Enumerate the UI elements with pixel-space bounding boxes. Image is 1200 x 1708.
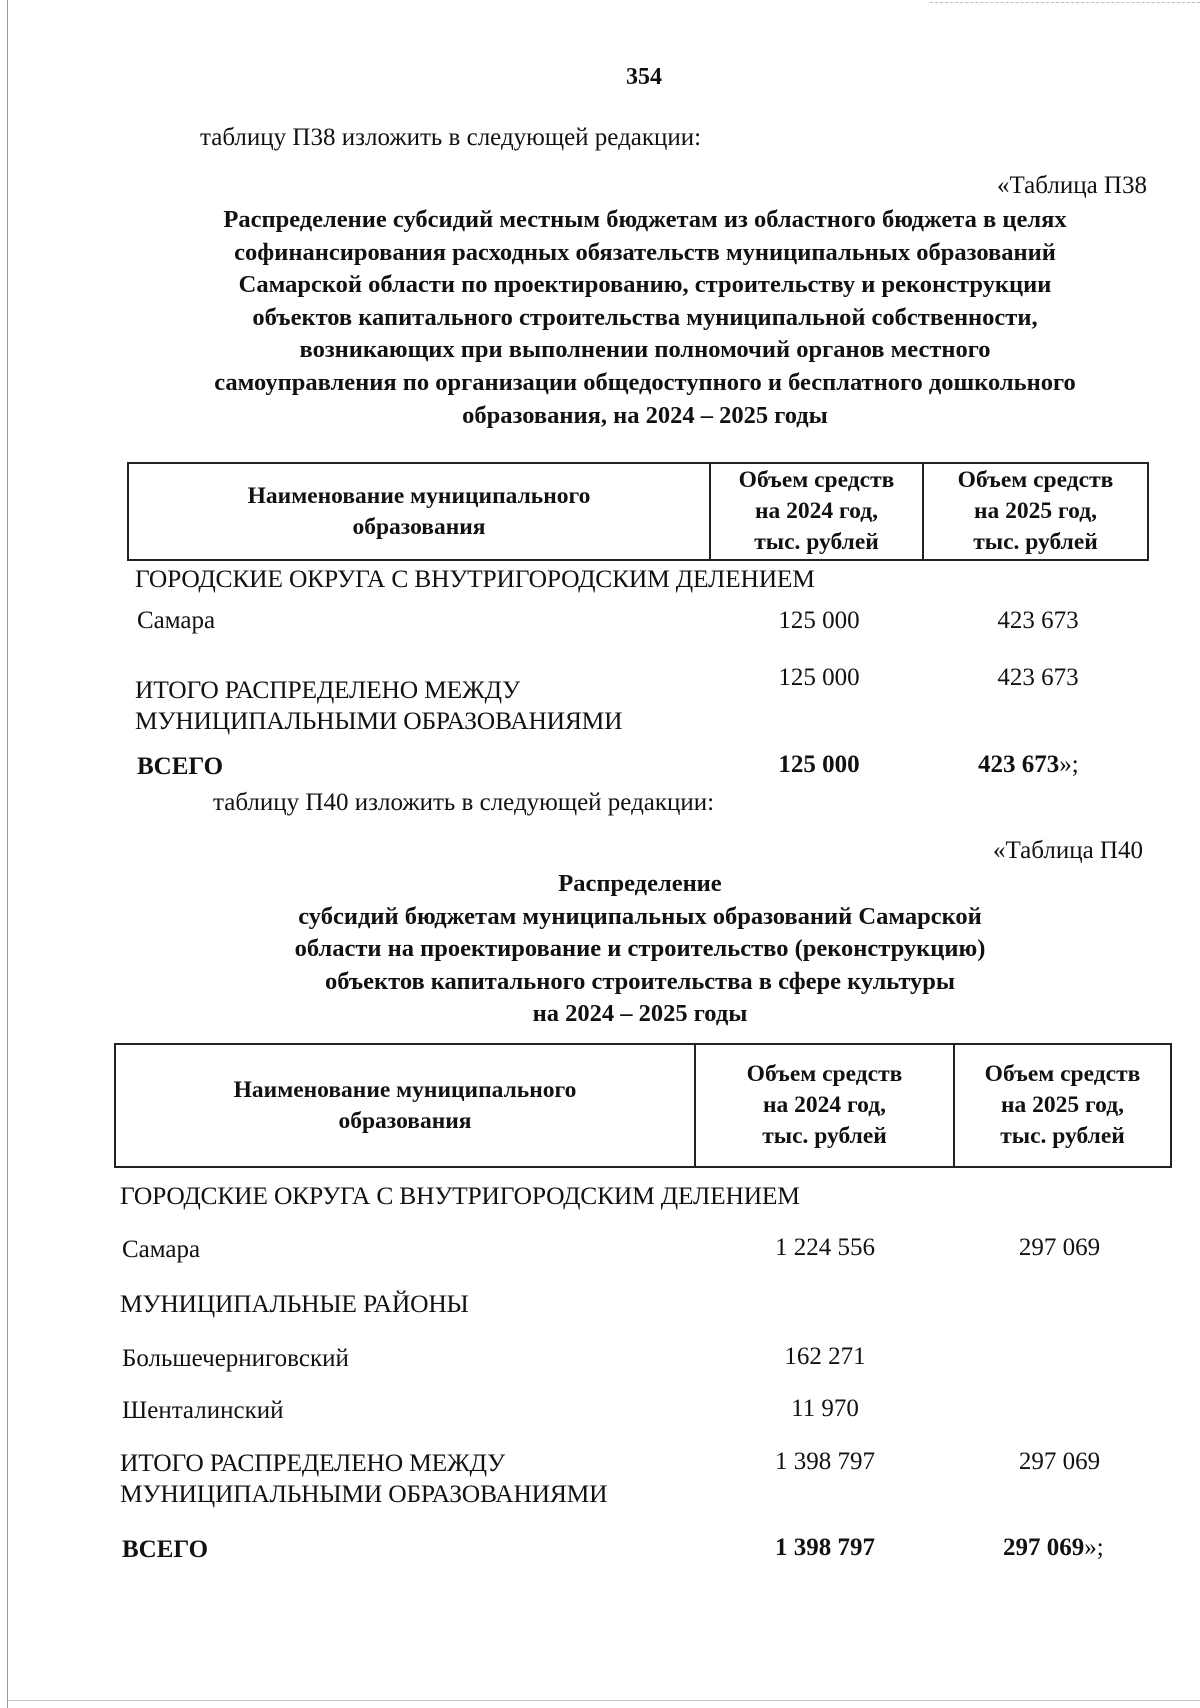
subtotal-label-p40: ИТОГО РАСПРЕДЕЛЕНО МЕЖДУ МУНИЦИПАЛЬНЫМИ ОБРАЗОВАНИЯМИ: [120, 1448, 608, 1508]
title-p40-line: объектов капитального строительства в сфере культуры: [324, 967, 956, 995]
row-name-samara-p40: Самара: [122, 1236, 201, 1263]
row-name-samara-p38: Самара: [137, 607, 216, 634]
scan-edge-bottom: [8, 1700, 1200, 1701]
subtotal-value-2025-p38: 423 673: [997, 664, 1079, 691]
title-p38-line: Самарской области по проектированию, строительству и реконструкции: [238, 271, 1052, 299]
subtotal-value-2025-p40: 297 069: [1018, 1448, 1101, 1475]
row-value-2025-samara-p40: 297 069: [1018, 1234, 1101, 1261]
column-header-2024: Объем средств на 2024 год, тыс. рублей: [695, 1044, 954, 1167]
caption-p38: «Таблица П38: [997, 172, 1147, 199]
title-p38-line: самоуправления по организации общедоступного и бесплатного дошкольного: [214, 368, 1076, 396]
subtotal-value-2024-p38: 125 000: [778, 664, 860, 691]
row-name-bolshechernigovsky: Большечерниговский: [122, 1345, 349, 1372]
subtotal-value-2024-p40: 1 398 797: [775, 1448, 875, 1475]
title-p38-line: софинансирования расходных обязательств муниципальных образований: [234, 238, 1056, 266]
title-p40-line: области на проектирование и строительство (реконструкцию): [294, 935, 986, 963]
row-value-2024-samara-p40: 1 224 556: [775, 1234, 875, 1261]
caption-p40: «Таблица П40: [993, 837, 1143, 864]
column-header-name: Наименование муниципального образования: [115, 1044, 695, 1167]
title-p38-line: объектов капитального строительства муниципальной собственности,: [252, 303, 1038, 331]
group-heading-p40-city: ГОРОДСКИЕ ОКРУГА С ВНУТРИГОРОДСКИМ ДЕЛЕНИЕМ: [120, 1181, 800, 1210]
row-name-shentalinsky: Шенталинский: [122, 1397, 284, 1424]
total-value-2024-p40: 1 398 797: [775, 1534, 875, 1561]
title-p40-line: на 2024 – 2025 годы: [532, 1000, 748, 1028]
row-value-2024-bolshechernigovsky: 162 271: [784, 1343, 866, 1370]
page-number: 354: [626, 64, 662, 90]
column-header-2025: Объем средств на 2025 год, тыс. рублей: [954, 1044, 1171, 1167]
row-value-2024-samara-p38: 125 000: [778, 607, 860, 634]
table-header-p40: [114, 1043, 1172, 1168]
total-label-p38: ВСЕГО: [137, 753, 224, 780]
title-p40-line: субсидий бюджетам муниципальных образований Самарской: [298, 902, 982, 930]
group-heading-p38: ГОРОДСКИЕ ОКРУГА С ВНУТРИГОРОДСКИМ ДЕЛЕНИЕМ: [135, 564, 815, 593]
subtotal-label-p38: ИТОГО РАСПРЕДЕЛЕНО МЕЖДУ МУНИЦИПАЛЬНЫМИ ОБРАЗОВАНИЯМИ: [135, 675, 623, 735]
title-p38-line: образования, на 2024 – 2025 годы: [462, 401, 828, 429]
total-value-2025-p40: 297 069»;: [1003, 1534, 1104, 1561]
title-p38-line: Распределение субсидий местным бюджетам из областного бюджета в целях: [223, 206, 1067, 233]
instruction-p40: таблицу П40 изложить в следующей редакции:: [213, 789, 715, 816]
instruction-p38: таблицу П38 изложить в следующей редакции:: [200, 124, 702, 151]
column-header-2025: Объем средств на 2025 год, тыс. рублей: [923, 463, 1148, 560]
group-heading-p40-districts: МУНИЦИПАЛЬНЫЕ РАЙОНЫ: [120, 1289, 469, 1318]
scan-edge-top: [930, 2, 1200, 3]
column-header-name: Наименование муниципального образования: [128, 463, 710, 560]
title-p38: [130, 204, 1160, 432]
total-label-p40: ВСЕГО: [122, 1536, 209, 1563]
title-p40-line: Распределение: [558, 870, 722, 897]
title-p38-line: возникающих при выполнении полномочий органов местного: [299, 336, 991, 364]
row-value-2025-samara-p38: 423 673: [997, 607, 1079, 634]
column-header-2024: Объем средств на 2024 год, тыс. рублей: [710, 463, 923, 560]
scan-edge-left: [7, 0, 8, 1708]
table-header-p38: [127, 462, 1149, 561]
total-value-2025-p38: 423 673»;: [978, 751, 1079, 778]
row-value-2024-shentalinsky: 11 970: [791, 1395, 859, 1422]
title-p40: [140, 868, 1140, 1031]
total-value-2024-p38: 125 000: [778, 751, 860, 778]
